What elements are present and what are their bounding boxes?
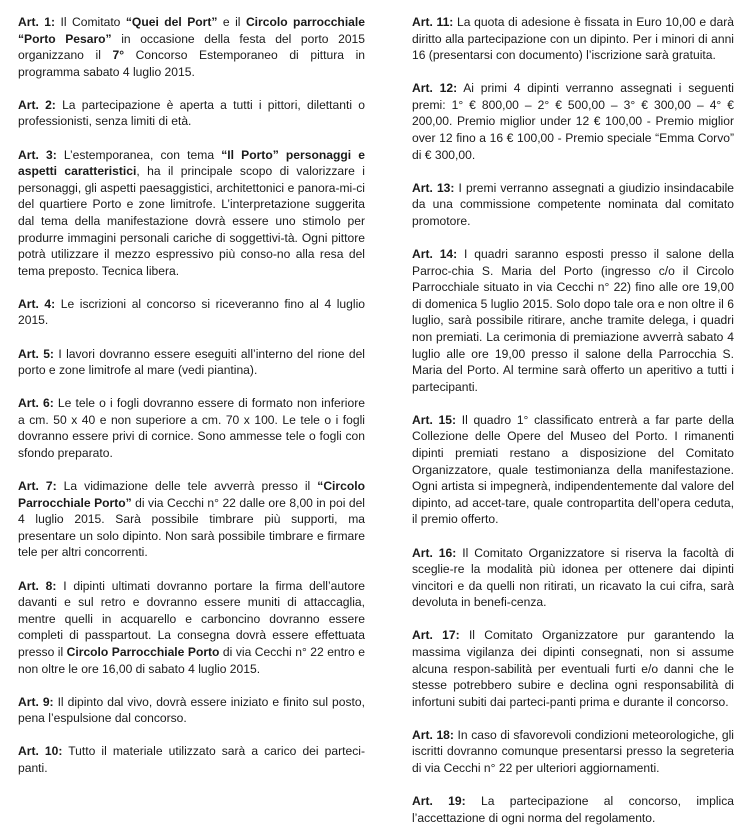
article-text: La vidimazione delle tele avverrà presso il	[56, 479, 318, 494]
article-text: I lavori dovranno essere eseguiti all’interno del rione del porto e zone limitrofe al mare (vedi piantina).	[18, 346, 365, 378]
article-text: L’estemporanea, con tema	[56, 147, 222, 162]
article-text: e il	[217, 15, 246, 29]
article-number: Art. 3:	[18, 147, 57, 162]
article-14	[412, 246, 734, 395]
article-text: in occasione della festa del porto 2015 organizzano il	[18, 31, 365, 63]
article-number: Art. 14:	[412, 247, 458, 262]
article-text: Le iscrizioni al concorso si riceveranno fino al 4 luglio 2015.	[18, 296, 365, 328]
article-text-bold: “Il Porto” personaggi e aspetti caratteristici	[18, 147, 365, 179]
article-number: Art. 7:	[18, 479, 57, 494]
article-text: di via Cecchi n° 22 dalle ore 8,00 in poi del 4 luglio 2015. Sarà possibile timbrare più supporti, ma presentare un solo dipinto. Non sarà possibile timbrare e firmare tele per altri concorrenti.	[18, 495, 365, 560]
article-number: Art. 10:	[18, 744, 63, 759]
article-number: Art. 4:	[18, 296, 56, 311]
article-text: Il dipinto dal vivo, dovrà essere iniziato e finito sul posto, pena l’espulsione dal concorso.	[18, 694, 365, 726]
article-text: Le tele o i fogli dovranno essere di formato non inferiore a cm. 50 x 40 e non superiore a cm. 70 x 100. Le tele o i fogli dovranno essere privi di cornice. Sono ammesse tele o fogli con sfondo preparato.	[18, 396, 365, 460]
article-13	[412, 180, 734, 230]
article-4	[18, 296, 365, 329]
article-number: Art. 8:	[18, 578, 57, 593]
article-number: Art. 1:	[18, 15, 56, 29]
article-text-bold: 7°	[112, 48, 125, 63]
article-text: Il quadro 1° classificato entrerà a far parte della Collezione delle Opere del Museo del Porto. I rimanenti dipinti premiati restano a disposizione del Comitato Organizzatore, quale testimonianza della manifestazione. Ogni artista si impegnerà, indipendentemente dal valore del dipinto, ad accet-tare, quale contropartita dell’opera ceduta, il premio offerto.	[412, 412, 734, 527]
article-number: Art. 5:	[18, 346, 54, 361]
article-text: Concorso Estemporaneo di pittura in programma sabato 4 luglio 2015.	[18, 48, 365, 79]
article-6	[18, 395, 365, 461]
article-text: di via Cecchi n° 22 entro e non oltre le ore 16,00 di sabato 4 luglio 2015.	[18, 644, 365, 676]
article-2	[18, 97, 365, 130]
article-number: Art. 19:	[412, 794, 466, 809]
article-16	[412, 545, 734, 611]
article-number: Art. 2:	[18, 97, 56, 112]
article-number: Art. 9:	[18, 694, 54, 709]
right-column	[412, 14, 734, 826]
left-column	[18, 14, 365, 776]
article-9	[18, 694, 365, 727]
article-text-bold: Circolo parrocchiale “Porto Pesaro”	[18, 15, 365, 46]
article-number: Art. 13:	[412, 180, 455, 195]
article-text: I dipinti ultimati dovranno portare la firma dell’autore davanti e sul retro e dovranno essere muniti di attaccaglia, mentre quelli in acquarello e carboncino dovranno essere completi di passpartout. La consegna dovrà essere effettuata presso il	[18, 578, 365, 659]
article-17	[412, 627, 734, 710]
article-text-bold: “Quei del Port”	[125, 15, 218, 29]
article-18	[412, 727, 734, 777]
article-number: Art. 18:	[412, 727, 454, 742]
article-19	[412, 793, 734, 826]
article-text-bold: “Circolo Parrocchiale Porto”	[18, 479, 365, 510]
article-text-bold: Circolo Parrocchiale Porto	[66, 644, 220, 659]
article-text: Il Comitato Organizzatore si riserva la facoltà di sceglie-re la modalità più idonea per ottenere dai dipinti vincitori e da quelli non ritirati, un ricavato la cui cifra, sarà devoluta in benefi-cenza.	[412, 545, 734, 610]
article-text: Il Comitato	[55, 15, 126, 29]
article-3	[18, 147, 365, 280]
article-10	[18, 743, 365, 776]
article-number: Art. 16:	[412, 545, 457, 560]
article-12	[412, 80, 734, 163]
article-11	[412, 14, 734, 64]
article-number: Art. 17:	[412, 628, 460, 643]
article-text: Ai primi 4 dipinti verranno assegnati i seguenti premi: 1° € 800,00 – 2° € 500,00 – 3° € 300,00 – 4° € 200,00. Premio miglior under 12 € 100,00 - Premio miglior over 12 fino a 16 € 100,00 - Premio speciale “Emma Corvo” di € 300,00.	[412, 81, 734, 162]
article-text: La quota di adesione è fissata in Euro 10,00 e darà diritto alla partecipazione con un dipinto. Per i minori di anni 16 (presentarsi con documento) l’iscrizione sarà gratuita.	[412, 15, 735, 63]
article-1	[18, 14, 365, 80]
article-8	[18, 578, 365, 678]
article-5	[18, 346, 365, 379]
article-text: I premi verranno assegnati a giudizio insindacabile da una commissione competente nominata dal comitato promotore.	[412, 180, 734, 228]
article-text: Tutto il materiale utilizzato sarà a carico dei parteci-panti.	[18, 744, 365, 775]
article-7	[18, 478, 365, 561]
article-text: Il Comitato Organizzatore pur garantendo la massima vigilanza dei dipinti consegnati, non si assume alcuna respon-sabilità per eventuali furti e/o danni che le stesse potrebbero subire e declina ogni responsabilità di infortuni subiti dai parteci-panti prima e durante il concorso.	[412, 628, 734, 709]
article-text: La partecipazione al concorso, implica l’accettazione di ogni norma del regolamento.	[412, 794, 734, 825]
article-text: I quadri saranno esposti presso il salone della Parroc-chia S. Maria del Porto (ingresso c/o il Circolo Parrocchiale situato in via Cecchi n° 22) fino alle ore 19,00 di domenica 5 luglio 2015. Solo dopo tale ora e non oltre il 6 luglio, sarà possibile ritirare, anche tramite delega, i quadri non premiati. La cerimonia di premiazione avverrà sabato 4 luglio alle ore 19,00 presso il salone della Parrocchia S. Maria del Porto. Al termine sarà offerto un aperitivo a tutti i partecipanti.	[412, 247, 734, 394]
article-number: Art. 12:	[412, 81, 458, 96]
article-number: Art. 6:	[18, 396, 54, 411]
article-text: , ha il principale scopo di valorizzare i personaggi, gli aspetti paesaggistici, architettonici e panora-mi-ci del quartiere Porto e zone limitrofe. L’interpretazione suggerita dal tema della manifestazione dovrà essere uno stimolo per produrre immagini personali cariche di soggettivi-tà. Ogni pittore potrà utilizzare il mezzo espressivo più conso-no alla resa del tema preposto. Tecnica libera.	[18, 164, 365, 278]
article-text: La partecipazione è aperta a tutti i pittori, dilettanti o professionisti, senza limiti di età.	[18, 97, 365, 129]
article-number: Art. 15:	[412, 412, 457, 427]
article-number: Art. 11:	[412, 15, 454, 29]
article-15	[412, 412, 734, 528]
article-text: In caso di sfavorevoli condizioni meteorologiche, gli iscritti dovranno comunque presentarsi presso la segreteria di via Cecchi n° 22 per ulteriori aggiornamenti.	[412, 727, 734, 776]
